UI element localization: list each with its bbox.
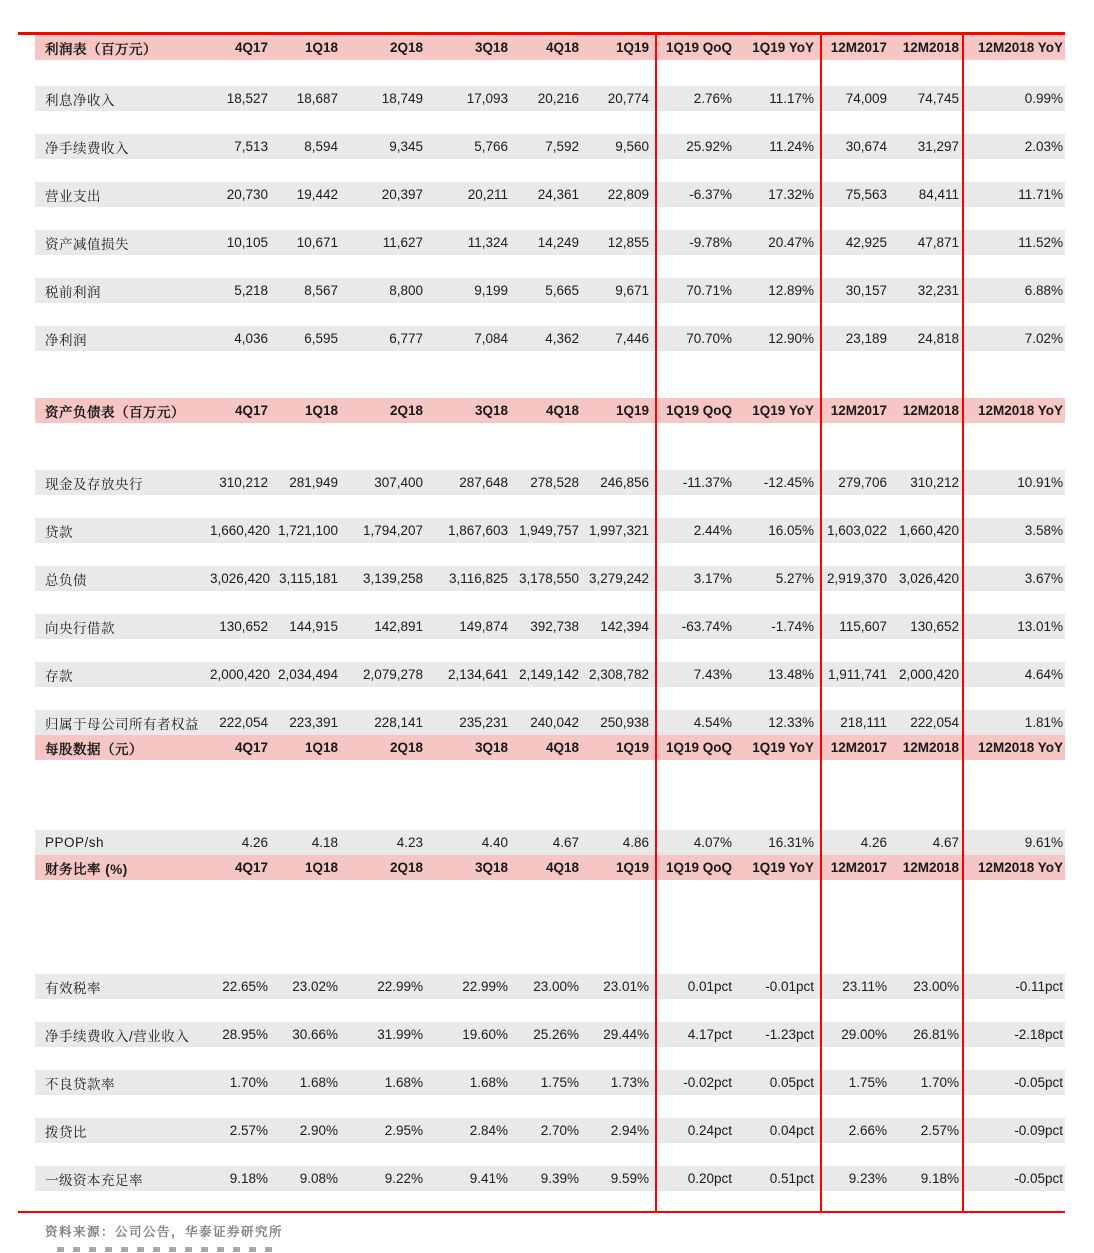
value-cell: 279,706 <box>838 475 887 490</box>
table-row <box>35 470 1065 495</box>
table-row <box>35 662 1065 687</box>
value-cell: -11.37% <box>682 475 732 490</box>
value-cell: 24,361 <box>537 187 579 202</box>
value-cell: 6,595 <box>304 331 338 346</box>
value-cell: -0.09pct <box>1014 1123 1063 1138</box>
value-cell: 130,652 <box>219 619 268 634</box>
value-cell: 1.68% <box>384 1075 423 1090</box>
value-cell: 23.00% <box>913 979 959 994</box>
column-header: 12M2018 YoY <box>977 860 1063 875</box>
value-cell: 16.05% <box>768 523 814 538</box>
value-cell: 2.94% <box>610 1123 649 1138</box>
table-row <box>35 518 1065 543</box>
value-cell: 278,528 <box>530 475 579 490</box>
value-cell: 9.08% <box>299 1171 338 1186</box>
value-cell: 310,212 <box>219 475 268 490</box>
value-cell: 1,911,741 <box>827 667 887 682</box>
value-cell: 1,603,022 <box>826 523 887 538</box>
value-cell: 4.54% <box>693 715 732 730</box>
value-cell: 144,915 <box>289 619 338 634</box>
column-divider-line <box>655 32 657 1213</box>
value-cell: 142,891 <box>374 619 423 634</box>
value-cell: 12.33% <box>768 715 814 730</box>
value-cell: 0.99% <box>1024 91 1063 106</box>
value-cell: 1.75% <box>848 1075 887 1090</box>
table-row <box>35 566 1065 591</box>
column-header: 4Q17 <box>234 740 268 755</box>
section-title: 资产负债表（百万元） <box>45 404 185 420</box>
value-cell: -2.18pct <box>1014 1027 1063 1042</box>
value-cell: 30.66% <box>292 1027 338 1042</box>
value-cell: 75,563 <box>845 187 887 202</box>
value-cell: -12.45% <box>763 475 814 490</box>
value-cell: 9,345 <box>389 139 423 154</box>
value-cell: -0.02pct <box>683 1075 732 1090</box>
column-header: 12M2017 <box>830 403 887 418</box>
value-cell: 29.00% <box>841 1027 887 1042</box>
value-cell: 25.26% <box>533 1027 579 1042</box>
value-cell: 115,607 <box>839 619 887 634</box>
value-cell: 16.31% <box>768 835 814 850</box>
value-cell: -0.01pct <box>765 979 814 994</box>
column-header: 4Q18 <box>545 740 579 755</box>
section-header-row <box>35 855 1065 880</box>
value-cell: 19.60% <box>462 1027 508 1042</box>
table-section <box>35 735 1065 855</box>
row-label: 不良贷款率 <box>45 1076 115 1092</box>
value-cell: 3,116,825 <box>448 571 508 586</box>
table-row <box>35 326 1065 351</box>
column-header: 1Q19 YoY <box>752 860 814 875</box>
value-cell: 2.66% <box>848 1123 887 1138</box>
column-header: 3Q18 <box>474 740 508 755</box>
column-header: 2Q18 <box>389 740 423 755</box>
value-cell: 12.90% <box>768 331 814 346</box>
value-cell: 74,009 <box>845 91 887 106</box>
section-title: 利润表（百万元） <box>45 41 157 57</box>
source-note: 资料来源：公司公告，华泰证券研究所 <box>45 1225 284 1239</box>
column-header: 4Q18 <box>545 40 579 55</box>
value-cell: 2,919,370 <box>826 571 887 586</box>
value-cell: 1.70% <box>229 1075 268 1090</box>
value-cell: 307,400 <box>374 475 423 490</box>
value-cell: 1,794,207 <box>362 523 423 538</box>
table-row <box>35 1166 1065 1191</box>
value-cell: 9,199 <box>474 283 508 298</box>
value-cell: 0.05pct <box>769 1075 814 1090</box>
row-label: PPOP/sh <box>45 835 105 850</box>
value-cell: -0.05pct <box>1014 1075 1063 1090</box>
table-section <box>35 35 1065 351</box>
value-cell: 392,738 <box>530 619 579 634</box>
value-cell: 222,054 <box>219 715 268 730</box>
value-cell: 4.67 <box>552 835 579 850</box>
row-label: 净手续费收入/营业收入 <box>45 1028 190 1044</box>
value-cell: 10,671 <box>296 235 338 250</box>
value-cell: 3,139,258 <box>362 571 423 586</box>
value-cell: 74,745 <box>917 91 959 106</box>
table-top-rule <box>18 32 1065 35</box>
value-cell: 8,800 <box>389 283 423 298</box>
value-cell: 22.65% <box>222 979 268 994</box>
value-cell: 7,084 <box>474 331 508 346</box>
value-cell: 25.92% <box>686 139 732 154</box>
value-cell: 30,674 <box>845 139 887 154</box>
column-header: 3Q18 <box>474 40 508 55</box>
value-cell: 70.70% <box>686 331 732 346</box>
column-header: 1Q19 YoY <box>752 40 814 55</box>
value-cell: 31,297 <box>917 139 959 154</box>
column-divider-line <box>820 32 822 1213</box>
column-header: 1Q19 QoQ <box>665 860 732 875</box>
value-cell: 22,809 <box>607 187 649 202</box>
value-cell: 2.95% <box>384 1123 423 1138</box>
table-section <box>35 398 1065 735</box>
table-row <box>35 134 1065 159</box>
financial-table <box>35 32 1065 1213</box>
value-cell: 3,026,420 <box>210 571 271 586</box>
value-cell: 13.01% <box>1017 619 1063 634</box>
value-cell: 1.73% <box>610 1075 649 1090</box>
value-cell: 281,949 <box>289 475 338 490</box>
value-cell: 1,660,420 <box>210 523 271 538</box>
value-cell: 84,411 <box>918 187 959 202</box>
value-cell: 9,671 <box>615 283 649 298</box>
value-cell: 1,867,603 <box>447 523 508 538</box>
value-cell: 23.01% <box>603 979 649 994</box>
value-cell: 11.52% <box>1018 235 1063 250</box>
column-header: 3Q18 <box>474 860 508 875</box>
table-row <box>35 1022 1065 1047</box>
value-cell: 17,093 <box>466 91 508 106</box>
value-cell: 22.99% <box>462 979 508 994</box>
value-cell: 310,212 <box>910 475 959 490</box>
value-cell: 10,105 <box>226 235 268 250</box>
column-header: 12M2017 <box>830 860 887 875</box>
section-title: 每股数据（元） <box>45 741 143 757</box>
value-cell: 28.95% <box>222 1027 268 1042</box>
value-cell: 4.64% <box>1024 667 1063 682</box>
value-cell: 235,231 <box>459 715 508 730</box>
value-cell: 3.58% <box>1024 523 1063 538</box>
value-cell: 18,687 <box>296 91 338 106</box>
value-cell: 11.24% <box>769 139 814 154</box>
value-cell: 20,216 <box>537 91 579 106</box>
column-divider-line <box>962 32 964 1213</box>
value-cell: 4.23 <box>396 835 423 850</box>
column-header: 1Q19 QoQ <box>665 40 732 55</box>
clipped-footnote-sliver <box>57 1247 272 1252</box>
value-cell: 4.26 <box>860 835 887 850</box>
value-cell: 2.90% <box>299 1123 338 1138</box>
value-cell: 1.81% <box>1024 715 1063 730</box>
value-cell: 20,774 <box>607 91 649 106</box>
row-label: 现金及存放央行 <box>45 476 143 492</box>
column-header: 4Q18 <box>545 403 579 418</box>
value-cell: 5,766 <box>474 139 508 154</box>
value-cell: 3.17% <box>693 571 732 586</box>
value-cell: 2.84% <box>469 1123 508 1138</box>
value-cell: 8,567 <box>304 283 338 298</box>
row-label: 净手续费收入 <box>45 140 129 156</box>
column-header: 1Q19 QoQ <box>665 740 732 755</box>
value-cell: 11,324 <box>467 235 508 250</box>
row-label: 一级资本充足率 <box>45 1172 143 1188</box>
column-header: 1Q18 <box>304 860 338 875</box>
section-header-row <box>35 735 1065 760</box>
value-cell: 17.32% <box>768 187 814 202</box>
column-header: 1Q19 <box>615 403 649 418</box>
value-cell: 18,749 <box>381 91 423 106</box>
value-cell: 32,231 <box>917 283 959 298</box>
value-cell: 22.99% <box>377 979 423 994</box>
table-row <box>35 1070 1065 1095</box>
value-cell: 7,446 <box>615 331 649 346</box>
value-cell: 6,777 <box>389 331 423 346</box>
value-cell: 3.67% <box>1024 571 1063 586</box>
table-row <box>35 86 1065 111</box>
value-cell: -1.23pct <box>765 1027 814 1042</box>
value-cell: 42,925 <box>845 235 887 250</box>
value-cell: -63.74% <box>681 619 732 634</box>
value-cell: 2.44% <box>693 523 732 538</box>
value-cell: 23.02% <box>292 979 338 994</box>
value-cell: 1.68% <box>299 1075 338 1090</box>
value-cell: 223,391 <box>289 715 338 730</box>
table-row <box>35 614 1065 639</box>
row-label: 净利润 <box>45 332 87 348</box>
value-cell: 3,026,420 <box>898 571 959 586</box>
value-cell: 3,178,550 <box>518 571 579 586</box>
value-cell: -0.11pct <box>1015 979 1063 994</box>
value-cell: 20.47% <box>768 235 814 250</box>
value-cell: 23.11% <box>842 979 887 994</box>
value-cell: 19,442 <box>296 187 338 202</box>
column-header: 2Q18 <box>389 403 423 418</box>
value-cell: 4.26 <box>241 835 268 850</box>
value-cell: -9.78% <box>689 235 732 250</box>
value-cell: 2.57% <box>229 1123 268 1138</box>
row-label: 有效税率 <box>45 980 101 996</box>
table-row <box>35 1118 1065 1143</box>
column-header: 1Q19 YoY <box>752 403 814 418</box>
value-cell: 2,308,782 <box>588 667 649 682</box>
table-bottom-rule <box>18 1211 1065 1213</box>
value-cell: 5.27% <box>775 571 814 586</box>
column-header: 12M2018 <box>902 860 959 875</box>
value-cell: 0.04pct <box>769 1123 814 1138</box>
value-cell: 0.24pct <box>687 1123 732 1138</box>
value-cell: 1.70% <box>920 1075 959 1090</box>
value-cell: 7,592 <box>545 139 579 154</box>
value-cell: 2,000,420 <box>898 667 959 682</box>
value-cell: 20,397 <box>381 187 423 202</box>
value-cell: 1.68% <box>469 1075 508 1090</box>
row-label: 向央行借款 <box>45 620 115 636</box>
value-cell: -6.37% <box>689 187 732 202</box>
column-header: 1Q18 <box>304 740 338 755</box>
value-cell: 20,211 <box>467 187 508 202</box>
value-cell: 23,189 <box>845 331 887 346</box>
value-cell: 2,134,641 <box>447 667 508 682</box>
value-cell: 1,721,100 <box>277 523 338 538</box>
column-header: 3Q18 <box>474 403 508 418</box>
column-header: 1Q19 QoQ <box>665 403 732 418</box>
value-cell: 250,938 <box>600 715 649 730</box>
value-cell: 287,648 <box>459 475 508 490</box>
value-cell: 9.18% <box>920 1171 959 1186</box>
value-cell: 4.86 <box>622 835 649 850</box>
value-cell: 31.99% <box>377 1027 423 1042</box>
value-cell: 30,157 <box>845 283 887 298</box>
value-cell: 47,871 <box>917 235 959 250</box>
table-section <box>35 855 1065 1191</box>
value-cell: 6.88% <box>1024 283 1063 298</box>
table-row <box>35 710 1065 735</box>
column-header: 1Q18 <box>304 40 338 55</box>
row-label: 拨贷比 <box>45 1124 87 1140</box>
value-cell: 7,513 <box>234 139 268 154</box>
column-header: 1Q19 <box>615 40 649 55</box>
row-label: 营业支出 <box>45 188 101 204</box>
value-cell: 2.76% <box>693 91 732 106</box>
value-cell: 9.23% <box>848 1171 887 1186</box>
value-cell: 0.01pct <box>687 979 732 994</box>
value-cell: 9.39% <box>540 1171 579 1186</box>
value-cell: 4.07% <box>693 835 732 850</box>
column-header: 4Q17 <box>234 860 268 875</box>
column-header: 4Q17 <box>234 403 268 418</box>
value-cell: 4.17pct <box>687 1027 732 1042</box>
value-cell: 26.81% <box>913 1027 959 1042</box>
row-label: 税前利润 <box>45 284 101 300</box>
value-cell: -1.74% <box>771 619 814 634</box>
row-label: 资产减值损失 <box>45 236 129 252</box>
column-header: 1Q18 <box>304 403 338 418</box>
section-title: 财务比率 (%) <box>45 861 128 877</box>
value-cell: 1,949,757 <box>518 523 579 538</box>
value-cell: 29.44% <box>603 1027 649 1042</box>
value-cell: 9.61% <box>1024 835 1063 850</box>
value-cell: 1,660,420 <box>898 523 959 538</box>
value-cell: 9.41% <box>469 1171 508 1186</box>
value-cell: 9,560 <box>615 139 649 154</box>
table-row <box>35 278 1065 303</box>
value-cell: 2,149,142 <box>518 667 579 682</box>
column-header: 12M2018 <box>902 40 959 55</box>
value-cell: 0.51pct <box>769 1171 814 1186</box>
value-cell: 4,036 <box>234 331 268 346</box>
value-cell: 149,874 <box>459 619 508 634</box>
column-header: 2Q18 <box>389 40 423 55</box>
value-cell: 7.43% <box>693 667 732 682</box>
column-header: 12M2018 YoY <box>977 740 1063 755</box>
value-cell: 2,000,420 <box>210 667 271 682</box>
value-cell: 228,141 <box>374 715 423 730</box>
value-cell: -0.05pct <box>1014 1171 1063 1186</box>
value-cell: 24,818 <box>917 331 959 346</box>
value-cell: 9.59% <box>610 1171 649 1186</box>
column-header: 12M2018 YoY <box>977 40 1063 55</box>
row-label: 利息净收入 <box>45 92 115 108</box>
column-header: 4Q17 <box>234 40 268 55</box>
value-cell: 13.48% <box>768 667 814 682</box>
value-cell: 4,362 <box>545 331 579 346</box>
value-cell: 246,856 <box>600 475 649 490</box>
table-row <box>35 182 1065 207</box>
value-cell: 12,855 <box>607 235 649 250</box>
value-cell: 2.57% <box>920 1123 959 1138</box>
section-header-row <box>35 35 1065 60</box>
column-header: 1Q19 <box>615 860 649 875</box>
column-header: 12M2018 YoY <box>977 403 1063 418</box>
value-cell: 23.00% <box>533 979 579 994</box>
table-row <box>35 974 1065 999</box>
value-cell: 5,218 <box>234 283 268 298</box>
value-cell: 8,594 <box>304 139 338 154</box>
value-cell: 11.17% <box>769 91 814 106</box>
value-cell: 4.18 <box>311 835 338 850</box>
value-cell: 2.03% <box>1024 139 1063 154</box>
table-body <box>35 35 1065 1191</box>
value-cell: 222,054 <box>910 715 959 730</box>
row-label: 存款 <box>45 668 73 684</box>
value-cell: 12.89% <box>768 283 814 298</box>
value-cell: 2,079,278 <box>362 667 423 682</box>
row-label: 归属于母公司所有者权益 <box>45 716 199 732</box>
value-cell: 130,652 <box>910 619 959 634</box>
value-cell: 2.70% <box>540 1123 579 1138</box>
column-header: 1Q19 YoY <box>752 740 814 755</box>
value-cell: 9.22% <box>384 1171 423 1186</box>
value-cell: 11.71% <box>1018 187 1063 202</box>
value-cell: 218,111 <box>840 715 887 730</box>
table-row <box>35 830 1065 855</box>
value-cell: 7.02% <box>1024 331 1063 346</box>
value-cell: 10.91% <box>1017 475 1063 490</box>
value-cell: 18,527 <box>226 91 268 106</box>
value-cell: 1,997,321 <box>588 523 649 538</box>
value-cell: 142,394 <box>600 619 649 634</box>
value-cell: 20,730 <box>226 187 268 202</box>
column-header: 12M2018 <box>902 740 959 755</box>
value-cell: 1.75% <box>540 1075 579 1090</box>
column-header: 2Q18 <box>389 860 423 875</box>
value-cell: 70.71% <box>686 283 732 298</box>
column-header: 12M2018 <box>902 403 959 418</box>
section-header-row <box>35 398 1065 423</box>
row-label: 总负债 <box>45 572 87 588</box>
value-cell: 11,627 <box>382 235 423 250</box>
value-cell: 9.18% <box>229 1171 268 1186</box>
value-cell: 14,249 <box>537 235 579 250</box>
value-cell: 3,279,242 <box>588 571 649 586</box>
table-row <box>35 230 1065 255</box>
value-cell: 5,665 <box>545 283 579 298</box>
value-cell: 4.40 <box>481 835 508 850</box>
row-label: 贷款 <box>45 524 73 540</box>
column-header: 12M2017 <box>830 740 887 755</box>
value-cell: 2,034,494 <box>277 667 338 682</box>
value-cell: 0.20pct <box>687 1171 732 1186</box>
value-cell: 240,042 <box>530 715 579 730</box>
column-header: 12M2017 <box>830 40 887 55</box>
value-cell: 3,115,181 <box>278 571 338 586</box>
value-cell: 4.67 <box>932 835 959 850</box>
column-header: 4Q18 <box>545 860 579 875</box>
column-header: 1Q19 <box>615 740 649 755</box>
